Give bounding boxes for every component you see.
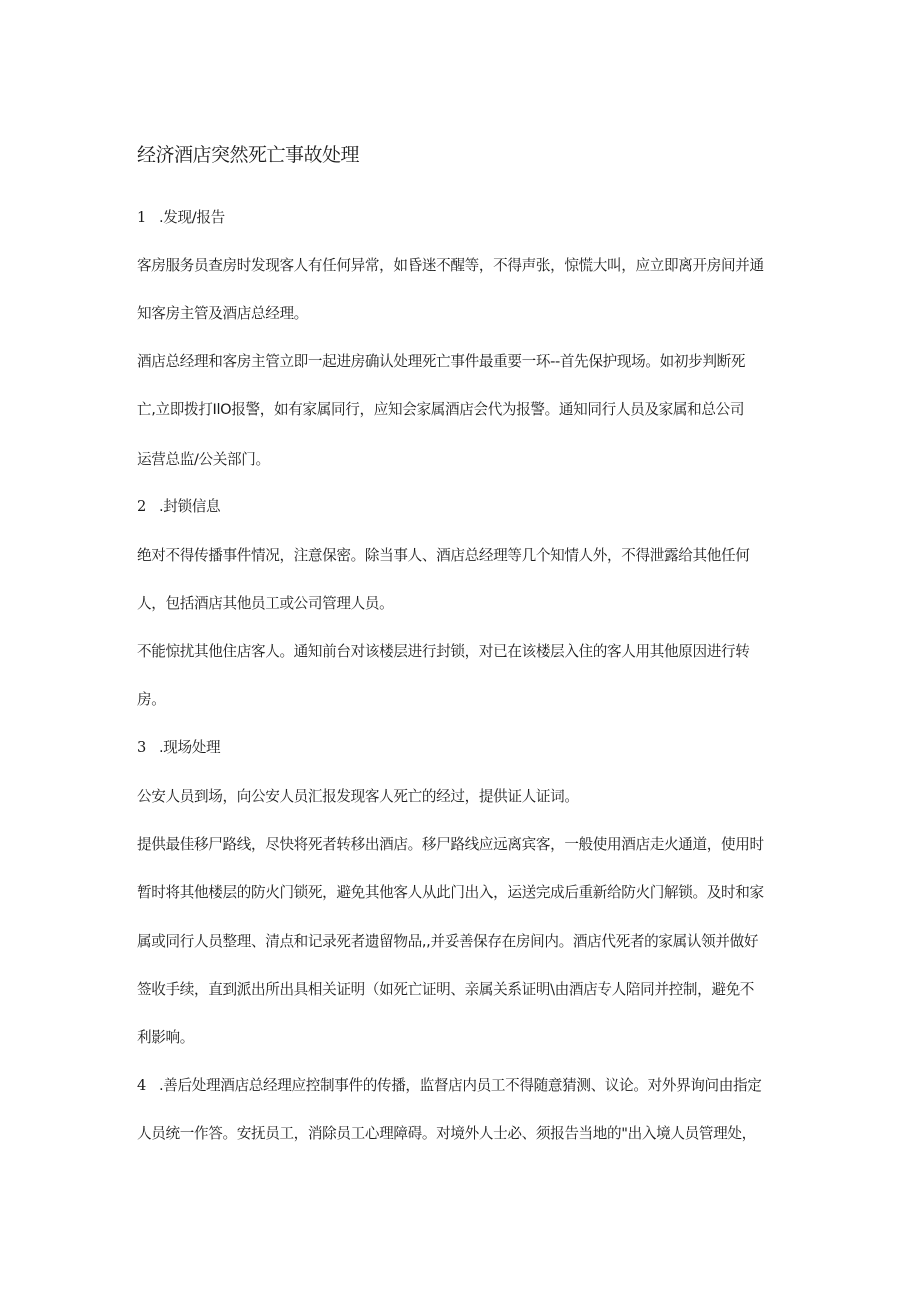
paragraph-line: 亡,立即拨打IlO报警，如有家属同行，应知会家属酒店会代为报警。通知同行人员及家属和总公司 <box>137 401 745 418</box>
section-number: 4 <box>137 1077 146 1094</box>
document-title: 经济酒店突然死亡事故处理 <box>137 144 360 166</box>
section-title: .发现/报告 <box>159 209 225 226</box>
paragraph-line: 属或同行人员整理、清点和记录死者遗留物品,,并妥善保存在房间内。酒店代死者的家属认领并做好 <box>137 933 759 950</box>
paragraph-line: 绝对不得传播事件情况，注意保密。除当事人、酒店总经理等几个知情人外，不得泄露给其他任何 <box>137 547 750 564</box>
section-title: .善后处理酒店总经理应控制事件的传播，监督店内员工不得随意猜测、议论。对外界询问由指定 <box>159 1077 762 1094</box>
paragraph-line: 不能惊扰其他住店客人。通知前台对该楼层进行封锁，对已在该楼层入住的客人用其他原因进行转 <box>137 643 750 660</box>
paragraph-line: 签收手续，直到派出所出具相关证明（如死亡证明、亲属关系证明\由酒店专人陪同并控制，避免不 <box>137 981 755 998</box>
section-number: 2 <box>137 498 146 515</box>
section-title: .现场处理 <box>159 739 221 756</box>
paragraph-line: 人员统一作答。安抚员工，消除员工心理障碍。对境外人士必、须报告当地的"出入境人员管理处， <box>137 1125 756 1142</box>
section-number: 1 <box>137 209 146 226</box>
paragraph-line: 利影响。 <box>137 1029 194 1046</box>
paragraph-line: 提供最佳移尸路线，尽快将死者转移出酒店。移尸路线应远离宾客，一般使用酒店走火通道，使用时 <box>137 836 764 853</box>
section-heading <box>137 208 225 228</box>
paragraph-line: 人，包括酒店其他员工或公司管理人员。 <box>137 595 394 612</box>
section-heading <box>137 497 220 517</box>
paragraph-line: 酒店总经理和客房主管立即一起进房确认处理死亡事件最重要一环--首先保护现场。如初步判断死 <box>137 353 746 370</box>
section-heading <box>137 738 220 758</box>
section-heading <box>137 1076 762 1096</box>
paragraph-line: 暂时将其他楼层的防火门锁死，避免其他客人从此门出入，运送完成后重新给防火门解锁。及时和家 <box>137 884 764 901</box>
section-title: .封锁信息 <box>159 498 221 515</box>
section-number: 3 <box>137 739 146 756</box>
paragraph-line: 房。 <box>137 691 166 708</box>
paragraph-line: 知客房主管及酒店总经理。 <box>137 305 308 322</box>
paragraph-line: 运营总监/公关部门。 <box>137 451 270 468</box>
paragraph-line: 公安人员到场，向公安人员汇报发现客人死亡的经过，提供证人证词。 <box>137 788 579 805</box>
paragraph-line: 客房服务员查房时发现客人有任何异常，如昏迷不醒等，不得声张，惊慌大叫，应立即离开房间并通 <box>137 257 764 274</box>
